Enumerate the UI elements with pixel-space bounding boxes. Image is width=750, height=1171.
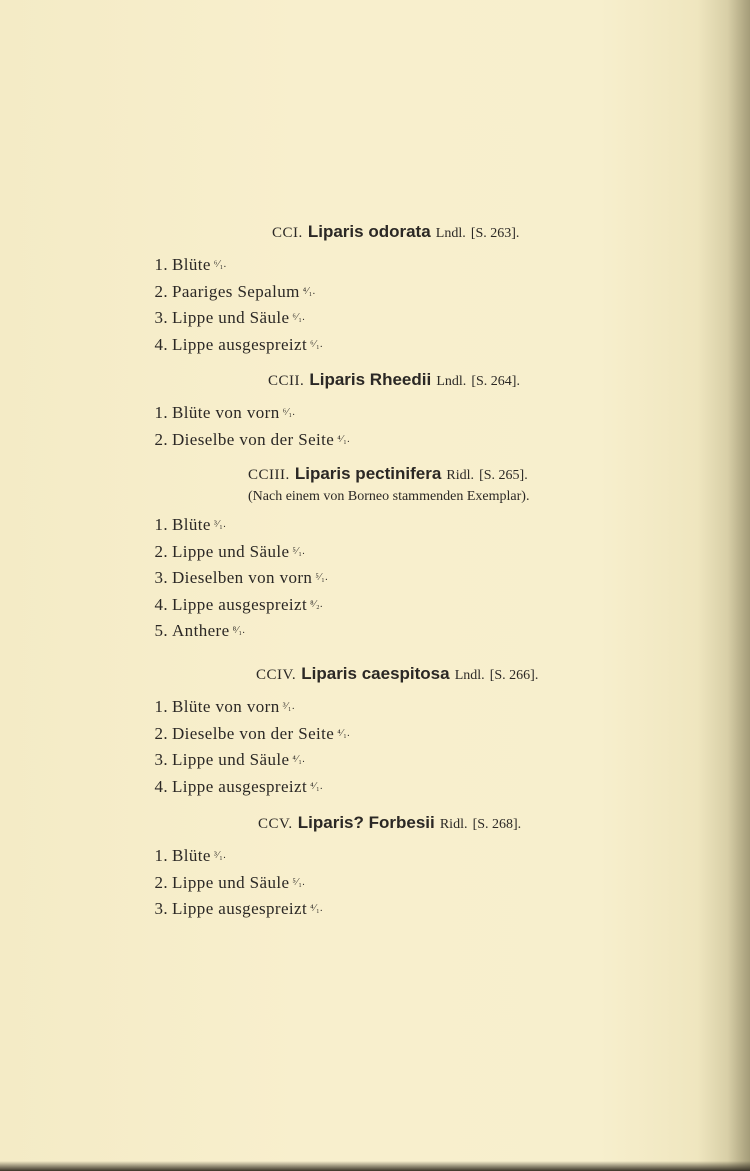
species-name: Liparis Rheedii bbox=[309, 370, 432, 389]
list-item: 1. Blüte von vorn ⁶⁄₁. bbox=[154, 403, 296, 422]
section-heading bbox=[140, 813, 610, 833]
page-reference: [S. 268]. bbox=[472, 817, 522, 832]
species-name: Liparis caespitosa bbox=[301, 664, 450, 683]
list-item: 1. Blüte ³⁄₁. bbox=[154, 846, 227, 865]
figure-list bbox=[140, 694, 610, 800]
section-number: CCII. bbox=[268, 373, 305, 389]
page-reference: [S. 264]. bbox=[471, 374, 520, 389]
section-heading bbox=[140, 664, 610, 684]
page-bottom-edge bbox=[0, 1161, 750, 1171]
author-abbrev: Lndl. bbox=[435, 226, 466, 241]
section-number: CCV. bbox=[258, 816, 293, 832]
list-item: 1. Blüte ⁶⁄₁. bbox=[154, 255, 227, 274]
section-number: CCIII. bbox=[248, 467, 290, 483]
author-abbrev: Lndl. bbox=[436, 374, 467, 389]
plate-section-ccii bbox=[140, 370, 610, 453]
figure-list bbox=[140, 512, 610, 645]
species-name: Liparis pectinifera bbox=[294, 464, 442, 483]
list-item: 3. Lippe ausgespreizt ⁴⁄₁. bbox=[154, 899, 323, 918]
list-item: 1. Blüte ³⁄₁. bbox=[154, 515, 227, 534]
figure-list bbox=[140, 400, 610, 453]
list-item: 3. Lippe und Säule ⁴⁄₁. bbox=[154, 750, 306, 769]
section-number: CCI. bbox=[272, 225, 303, 241]
list-item: 3. Lippe und Säule ⁶⁄₁. bbox=[154, 308, 306, 327]
author-abbrev: Ridl. bbox=[439, 817, 468, 832]
list-item: 2. Dieselbe von der Seite ⁴⁄₁. bbox=[154, 429, 350, 449]
list-item: 4. Lippe ausgespreizt ⁶⁄₁. bbox=[154, 334, 323, 354]
page-reference: [S. 266]. bbox=[489, 668, 539, 683]
list-item: 2. Lippe und Säule ⁵⁄₁. bbox=[154, 541, 306, 561]
plate-section-cciv bbox=[140, 664, 610, 800]
list-item: 2. Lippe und Säule ⁵⁄₁. bbox=[154, 872, 306, 892]
specimen-note: (Nach einem von Borneo stammenden Exemplar). bbox=[248, 489, 530, 504]
plate-section-cciii bbox=[140, 464, 610, 645]
figure-list bbox=[140, 252, 610, 358]
species-name: Liparis odorata bbox=[307, 222, 431, 241]
list-item: 3. Dieselben von vorn ⁵⁄₁. bbox=[154, 568, 329, 587]
species-name: Liparis? Forbesii bbox=[297, 813, 435, 832]
list-item: 5. Anthere ⁸⁄₁. bbox=[154, 621, 246, 640]
plate-section-cci bbox=[140, 222, 610, 358]
plate-section-ccv bbox=[140, 813, 610, 923]
page-reference: [S. 263]. bbox=[470, 226, 520, 241]
list-item: 4. Lippe ausgespreizt ⁸⁄₂. bbox=[154, 594, 323, 614]
section-heading bbox=[140, 222, 610, 242]
author-abbrev: Lndl. bbox=[454, 668, 485, 683]
page-reference: [S. 265]. bbox=[479, 468, 528, 483]
list-item: 2. Dieselbe von der Seite ⁴⁄₁. bbox=[154, 723, 350, 743]
author-abbrev: Ridl. bbox=[446, 468, 474, 483]
list-item: 4. Lippe ausgespreizt ⁴⁄₁. bbox=[154, 776, 323, 796]
section-number: CCIV. bbox=[256, 667, 297, 683]
list-item: 2. Paariges Sepalum ⁴⁄₁. bbox=[154, 281, 316, 301]
section-heading bbox=[140, 464, 610, 484]
section-heading bbox=[140, 370, 610, 390]
list-item: 1. Blüte von vorn ³⁄₁. bbox=[154, 697, 295, 716]
figure-list bbox=[140, 843, 610, 923]
